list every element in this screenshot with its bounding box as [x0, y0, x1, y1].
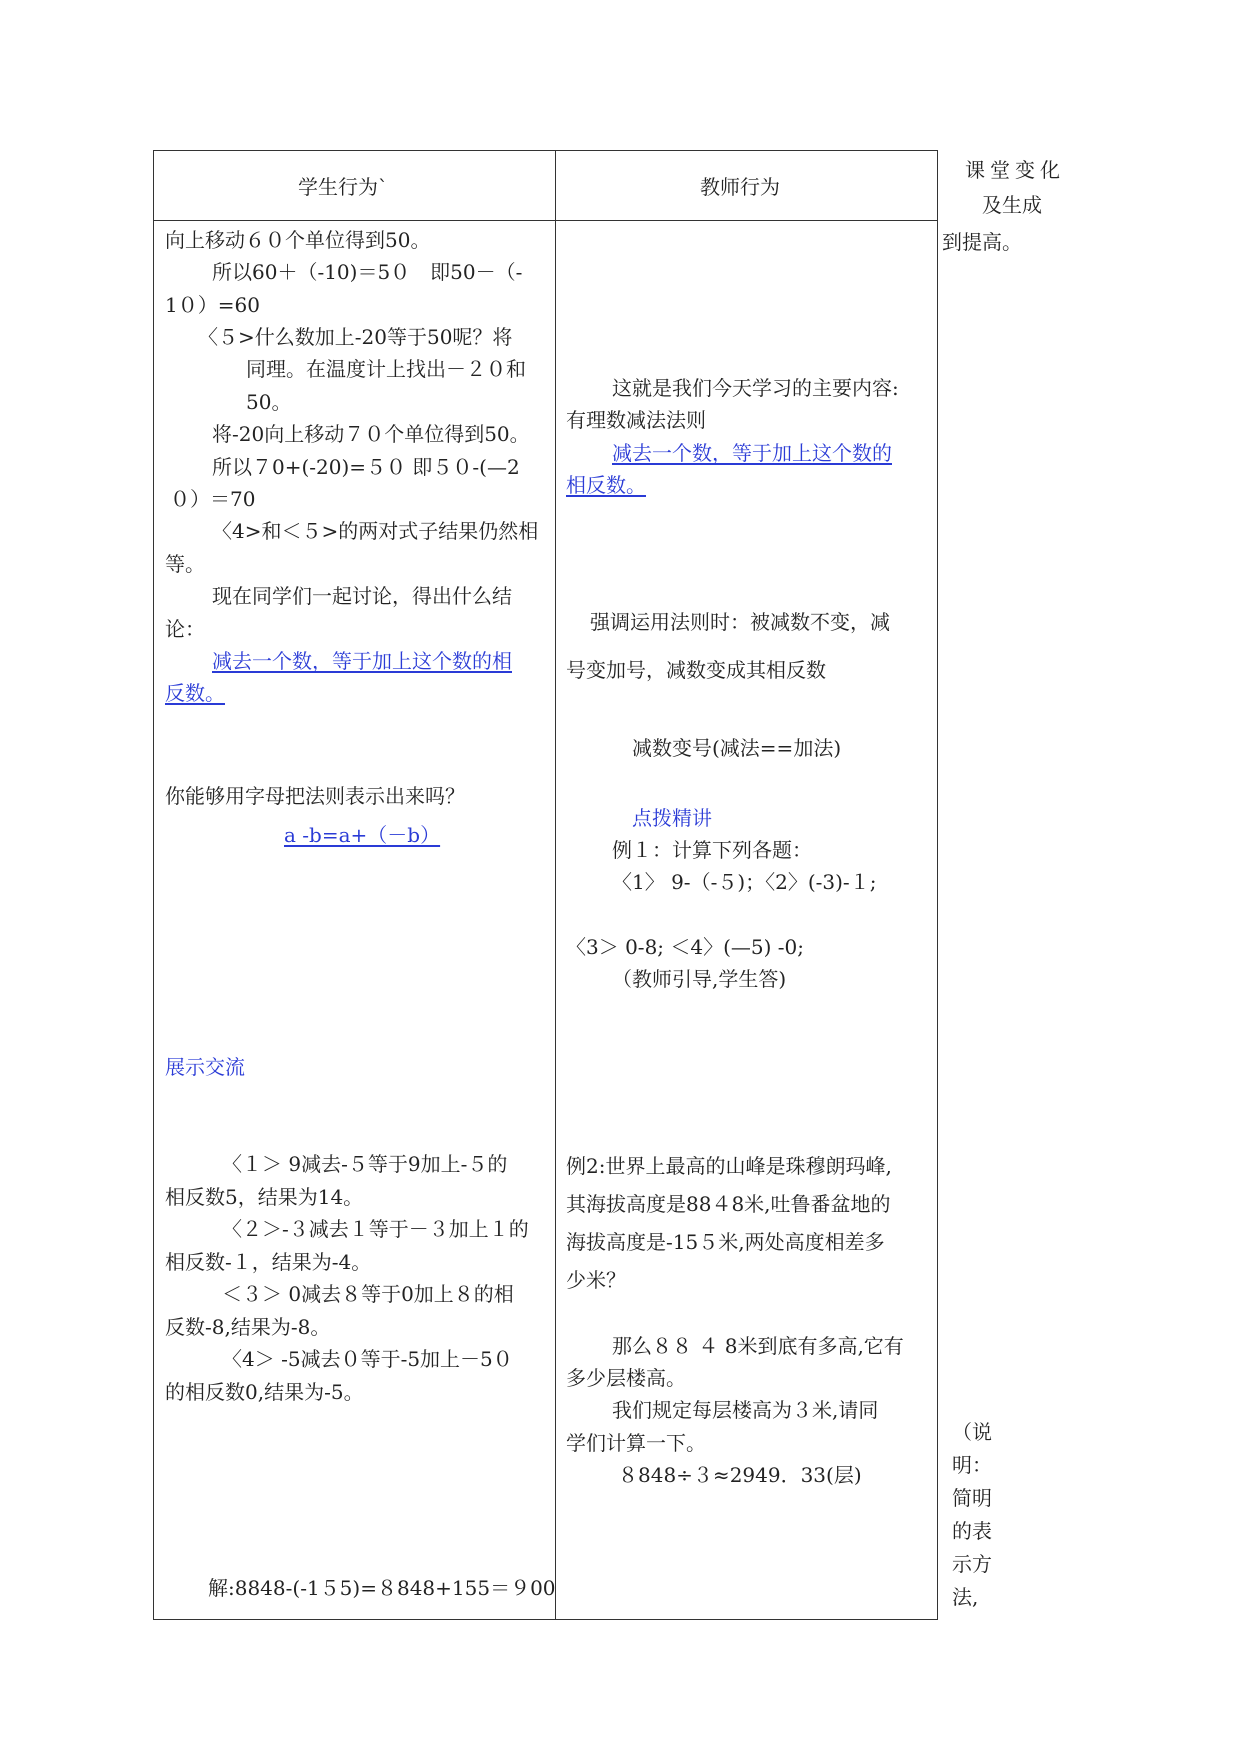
solution-line: 解:8848-(-1５5)=８848+155＝９00 — [208, 1576, 556, 1600]
side-note-line: 示方 — [952, 1552, 992, 1576]
subtraction-rule-text: 减去一个数，等于加上这个数的 — [612, 441, 892, 465]
student-line: 〈4>和＜５>的两对式子结果仍然相 — [212, 519, 539, 543]
example-2-line: 少米？ — [566, 1268, 626, 1292]
student-question: 你能够用字母把法则表示出来吗？ — [165, 784, 465, 808]
student-answer-line: 的相反数0,结果为-5。 — [165, 1380, 364, 1404]
header-class-change: 课堂变化 — [965, 158, 1065, 182]
subtraction-rule-text: 反数。 — [165, 681, 225, 705]
side-note-line: 明： — [952, 1453, 992, 1477]
student-answer-line: 〈２＞-３减去１等于－３加上１的 — [222, 1217, 529, 1241]
subtraction-rule-text: 相反数。 — [566, 473, 646, 497]
teacher-line: 学们计算一下。 — [566, 1431, 706, 1455]
teacher-line: 有理数减法法则 — [566, 408, 706, 432]
teacher-line: 这就是我们今天学习的主要内容: — [612, 376, 899, 400]
student-line: 向上移动６０个单位得到50。 — [165, 228, 431, 252]
example-2-line: 海拔高度是-15５米,两处高度相差多 — [566, 1230, 885, 1254]
section-guided-lecture: 点拨精讲 — [632, 806, 712, 830]
example-1-title: 例１：计算下列各题： — [612, 838, 812, 862]
side-note-line: （说 — [952, 1420, 992, 1444]
header-divider — [154, 220, 937, 221]
side-note-line: 简明 — [952, 1486, 992, 1510]
teacher-line: 多少层楼高。 — [566, 1366, 686, 1390]
header-student-behavior: 学生行为` — [298, 175, 388, 199]
teacher-line: 减数变号(减法==加法) — [632, 736, 842, 760]
student-line: 所以７0+(-20)=５０ 即５０-(—2 — [212, 455, 520, 479]
student-answer-line: 〈4＞ -5减去０等于-5加上－5０ — [222, 1347, 513, 1371]
side-note-top: 到提高。 — [942, 230, 1022, 254]
student-answer-line: 〈１＞ 9减去-５等于9加上-５的 — [222, 1152, 508, 1176]
teacher-line: 那么８８ ４ 8米到底有多高,它有 — [612, 1334, 904, 1358]
subtraction-rule-text: 减去一个数，等于加上这个数的相 — [212, 649, 512, 673]
student-answer-line: 相反数5，结果为14。 — [165, 1185, 364, 1209]
side-note-line: 的表 — [952, 1519, 992, 1543]
side-note-line: 法, — [952, 1585, 979, 1609]
student-line: 所以60＋（-10)＝5０ 即50－（- — [212, 260, 523, 284]
student-answer-line: 相反数-１，结果为-4。 — [165, 1250, 372, 1274]
example-1-line: 〈3＞ 0-8; ＜4〉(—5) -0; — [566, 935, 805, 959]
student-line: ０）＝70 — [170, 487, 256, 511]
header-teacher-behavior: 教师行为 — [700, 175, 780, 199]
student-line: 〈５>什么数加上-20等于50呢？将 — [198, 325, 513, 349]
student-line: 现在同学们一起讨论，得出什么结 — [212, 584, 512, 608]
section-show-exchange: 展示交流 — [165, 1055, 245, 1079]
student-line: 1０）=60 — [165, 293, 260, 317]
example-2-line: 其海拔高度是88４8米,吐鲁番盆地的 — [566, 1192, 891, 1216]
example-2-line: 例2:世界上最高的山峰是珠穆朗玛峰, — [566, 1154, 892, 1178]
header-generation: 及生成 — [982, 193, 1042, 217]
example-1-line: 〈1〉 9-（-５)；〈2〉(-3)-１; — [612, 870, 877, 894]
rule-formula: a -b=a+（－b） — [284, 823, 441, 847]
student-answer-line: ＜３＞ 0减去８等于0加上８的相 — [222, 1282, 514, 1306]
student-line: 将-20向上移动７０个单位得到50。 — [212, 422, 530, 446]
student-line: 等。 — [165, 552, 205, 576]
student-line: 论： — [165, 617, 205, 641]
column-divider — [555, 151, 556, 1619]
teacher-line: 号变加号，减数变成其相反数 — [566, 658, 826, 682]
student-line: 50。 — [246, 390, 292, 414]
student-line: 同理。在温度计上找出－２０和 — [246, 357, 526, 381]
teacher-line: 我们规定每层楼高为３米,请同 — [612, 1398, 879, 1422]
teacher-line: 强调运用法则时：被减数不变，减 — [590, 610, 890, 634]
teacher-calculation: ８848÷３≈2949．33(层) — [618, 1463, 862, 1487]
teacher-note: （教师引导,学生答) — [612, 967, 787, 991]
student-answer-line: 反数-8,结果为-8。 — [165, 1315, 331, 1339]
